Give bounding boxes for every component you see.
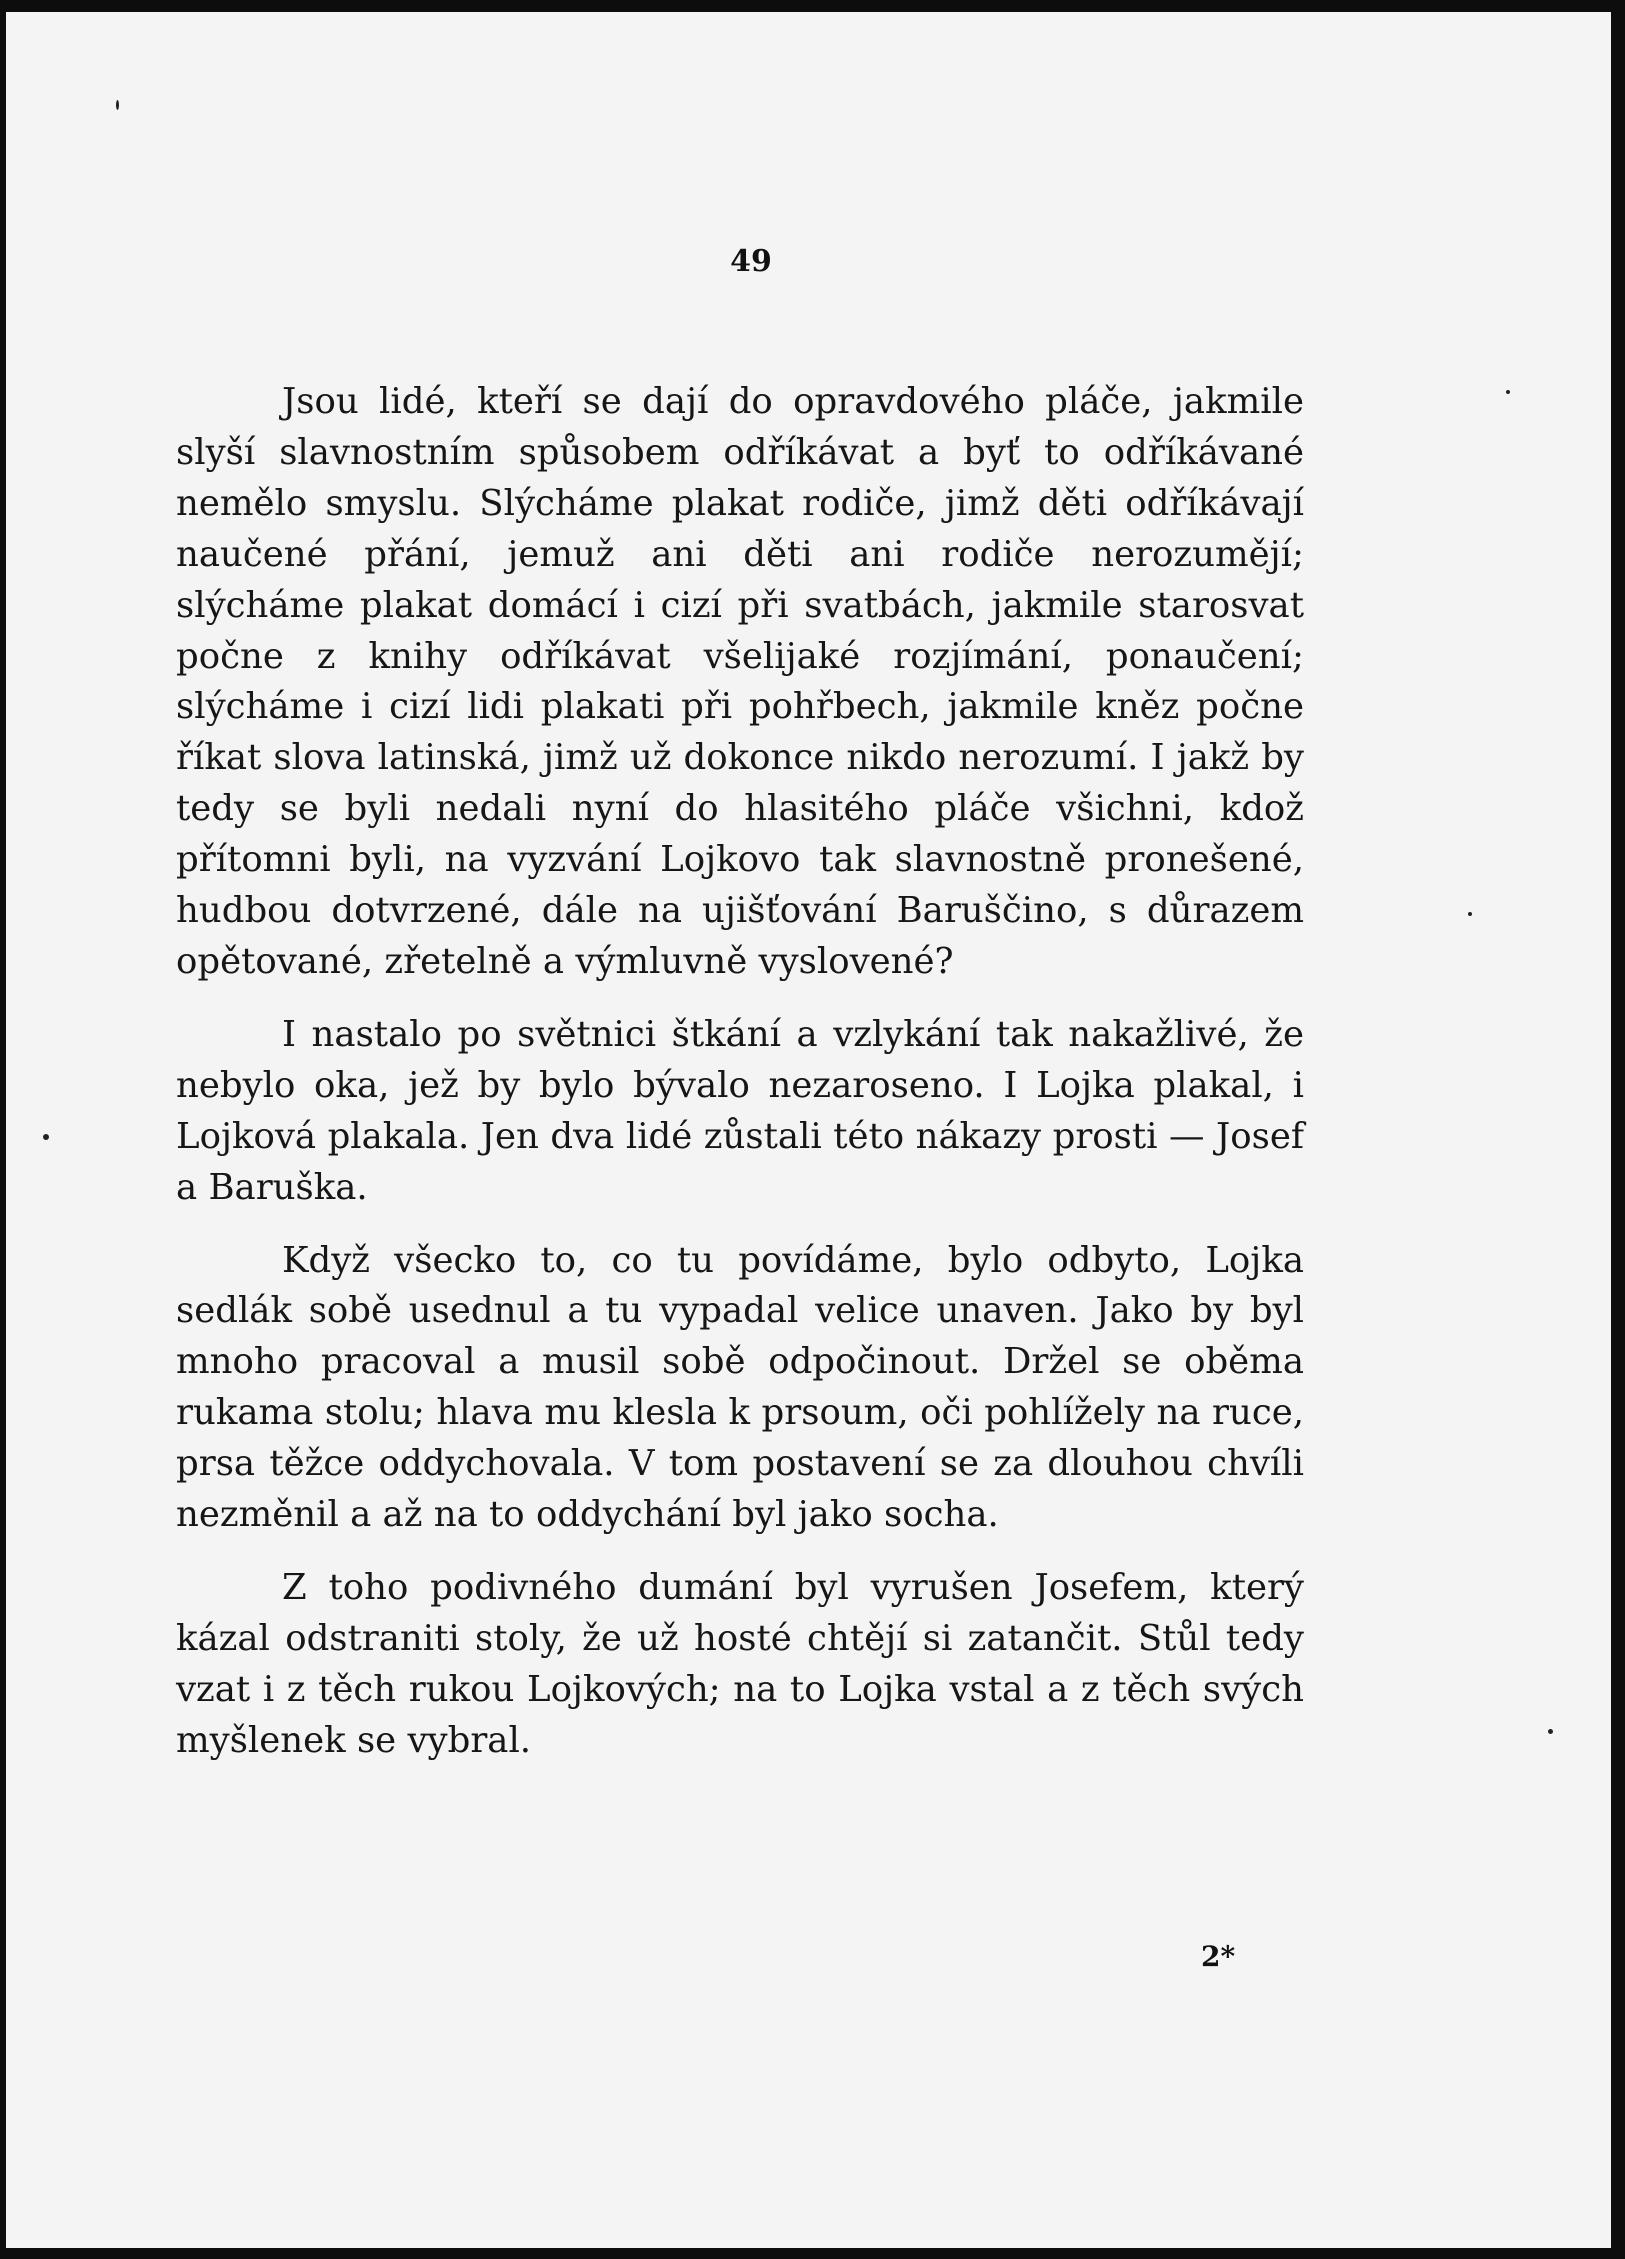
paragraph-3: Když všecko to, co tu povídáme, bylo odbyto, Lojka sedlák sobě usednul a tu vypadal velice unaven. Jako by byl mnoho pracoval a musil sobě odpočinout. Držel se oběma rukama stolu; hlava mu klesla k prsoum, oči pohlížely na ruce, prsa těžce oddychovala. V tom postavení se za dlouhou chvíli nezměnil a až na to oddychání byl jako socha. xyxy=(176,1239,1304,1536)
paragraph-4: Z toho podivného dumání byl vyrušen Josefem, který kázal odstraniti stoly, že už hosté chtějí si zatančit. Stůl tedy vzat i z těch rukou Lojkových; na to Lojka vstal a z těch svých myšlenek se vybral. xyxy=(176,1566,1304,1761)
body-text xyxy=(176,377,1304,1767)
margin-speck xyxy=(1548,1729,1553,1734)
margin-speck xyxy=(43,1134,49,1140)
signature-mark: 2* xyxy=(1201,1940,1236,1973)
margin-speck xyxy=(1468,912,1472,916)
paragraph-2: I nastalo po světnici štkání a vzlykání tak nakažlivé, že nebylo oka, jež by bylo bývalo nezaroseno. I Lojka plakal, i Lojková plakala. Jen dva lidé zůstali této nákazy prosti — Josef a Baruška. xyxy=(176,1013,1304,1208)
paragraph-1: Jsou lidé, kteří se dají do opravdového pláče, jakmile slyší slavnostním spůsobem odříkávat a byť to odříkávané nemělo smyslu. Slýcháme plakat rodiče, jimž děti odříkávají naučené přání, jemuž ani děti ani rodiče nerozumějí; slýcháme plakat domácí i cizí při svatbách, jakmile starosvat počne z knihy odříkávat všelijaké rozjímání, ponaučení; slýcháme i cizí lidi plakati při pohřbech, jakmile kněz počne říkat slova latinská, jimž už dokonce nikdo nerozumí. I jakž by tedy se byli nedali nyní do hlasitého pláče všichni, kdož přítomni byli, na vyzvání Lojkovo tak slavnostně pronešené, hudbou dotvrzené, dále na ujišťování Baruščino, s důrazem opětované, zřetelně a výmluvně vyslovené? xyxy=(176,381,1304,982)
margin-speck xyxy=(116,100,119,110)
book-page xyxy=(6,12,1611,2248)
margin-speck xyxy=(1506,390,1510,394)
page-number: 49 xyxy=(730,244,772,279)
